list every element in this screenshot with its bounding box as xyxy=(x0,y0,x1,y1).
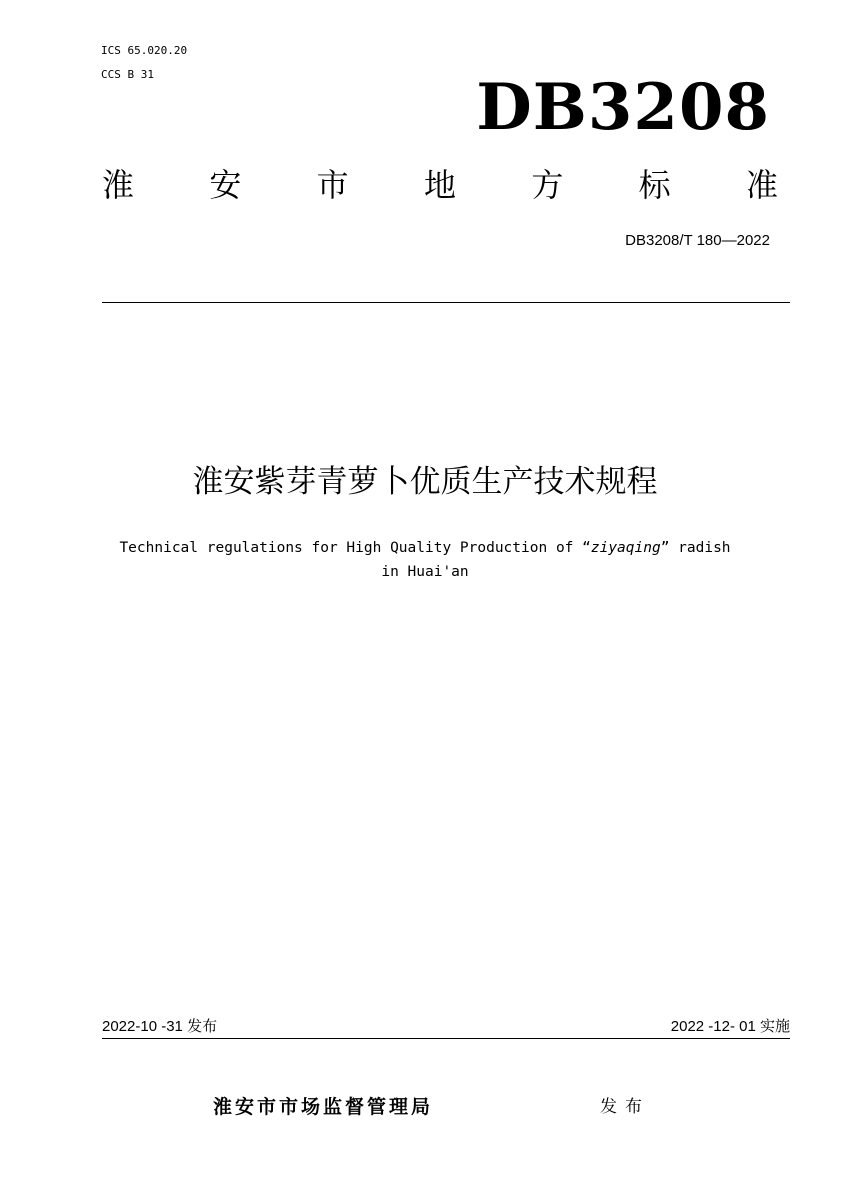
publish-label: 发布 xyxy=(600,1097,650,1117)
standard-type-char: 市 xyxy=(316,166,349,204)
standard-type-char: 准 xyxy=(745,166,778,204)
date-row xyxy=(102,1016,790,1039)
standard-type xyxy=(102,163,778,207)
title-english-text: ” radish xyxy=(660,540,731,556)
standard-number: DB3208/T 180—2022 xyxy=(625,232,770,249)
ics-code: ICS 65.020.20 xyxy=(101,44,188,57)
implementation-date: 2022 -12- 01 实施 xyxy=(670,1018,790,1035)
standard-type-char: 安 xyxy=(209,166,242,204)
standard-type-char: 标 xyxy=(638,166,671,204)
issue-date: 2022-10 -31 发布 xyxy=(102,1018,218,1035)
title-english-line1 xyxy=(0,536,850,560)
standard-type-char: 地 xyxy=(423,166,456,204)
ccs-code: CCS B 31 xyxy=(101,68,154,81)
standard-logo: DB3208 xyxy=(476,70,770,145)
title-english xyxy=(0,536,850,584)
standard-type-char: 方 xyxy=(531,166,564,204)
standard-type-char: 淮 xyxy=(102,166,135,204)
title-chinese: 淮安紫芽青萝卜优质生产技术规程 xyxy=(192,464,658,500)
header-divider xyxy=(102,302,790,303)
title-english-variety: ziyaqing xyxy=(590,540,661,556)
issuing-authority: 淮安市市场监督管理局 xyxy=(213,1096,434,1118)
title-english-text: Technical regulations for High Quality Production of “ xyxy=(119,540,591,556)
title-english-line2: in Huai'an xyxy=(381,564,469,580)
